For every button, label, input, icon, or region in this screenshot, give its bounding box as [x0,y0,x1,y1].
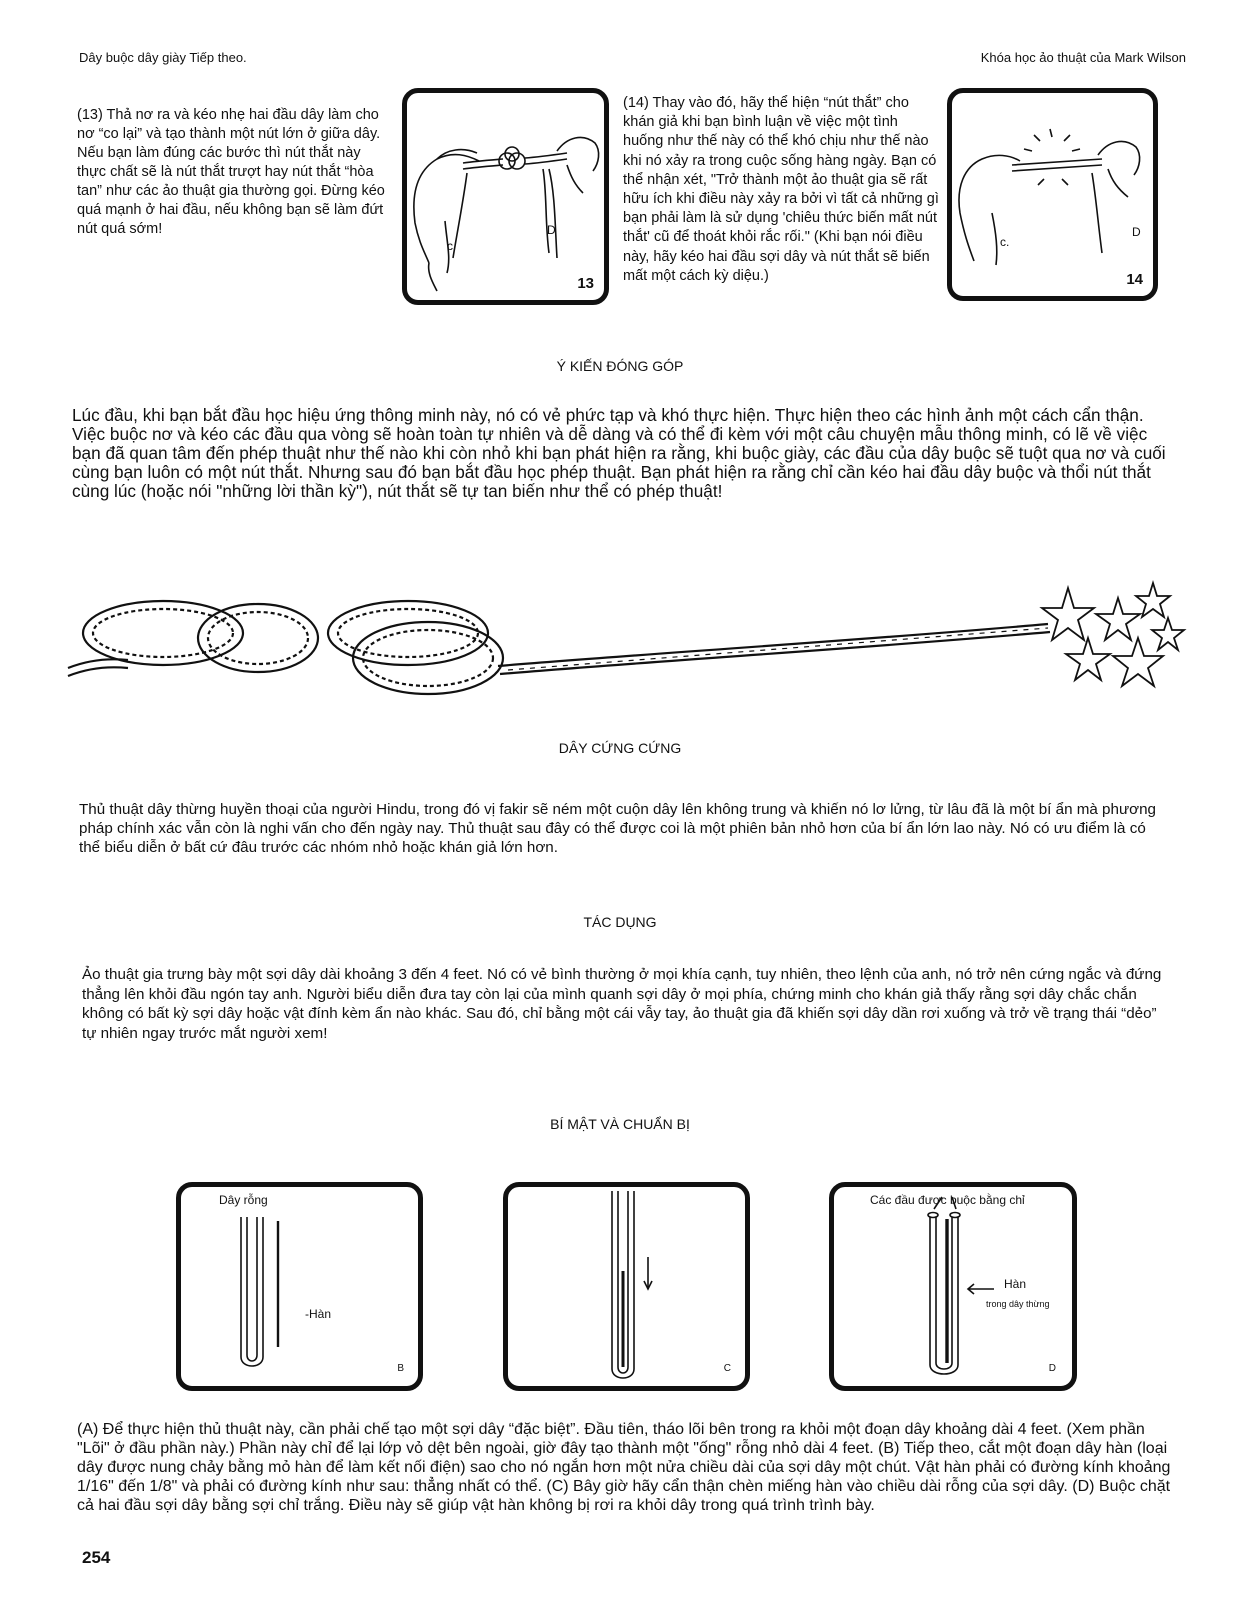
running-header-left: Dây buộc dây giày Tiếp theo. [79,50,247,65]
figure-letter: B [397,1363,404,1374]
solder-insertion-drawing [508,1187,745,1386]
hollow-rope-drawing [181,1187,418,1386]
hand-label-c: c. [1000,235,1010,249]
figure-letter: D [1048,1363,1056,1374]
hollow-rope-label: Dây rỗng [219,1193,268,1207]
solder-label: -Hàn [305,1307,332,1321]
step-13-text: (13) Thả nơ ra và kéo nhẹ hai đầu dây làm cho nơ “co lại” và tạo thành một nút lớn ở giữa dây. Nếu bạn làm đúng các bước thì nút thắt này thực chất sẽ là nút thắt trượt hay nút thắt “hòa tan” như các ảo thuật gia thường gọi. Đừng kéo quá mạnh ở hai đầu, nếu không bạn sẽ làm đứt nút quá sớm! [77,107,385,237]
stiff-rope-text: Thủ thuật dây thừng huyền thoại của người Hindu, trong đó vị fakir sẽ ném một cuộn dây lên không trung và khiến nó lơ lửng, từ lâu đã là một bí ẩn mà phương pháp chính xác vẫn còn là nghi vấn cho đến ngày nay. Thủ thuật sau đây có thể được coi là một phiên bản nhỏ hơn của bí ẩn lớn lao này. Nó có ưu điểm là có thể biểu diễn ở bất cứ đâu trước các nhóm nhỏ hoặc khán giả lớn hơn. [79,801,1156,856]
hand-label-d: D [1132,225,1141,239]
figure-b [176,1182,423,1391]
tied-ends-label: Các đầu được buộc bằng chỉ [870,1193,1025,1207]
rope-with-stars-illustration [68,578,1198,728]
knot-hands-illustration [407,93,604,300]
figure-14 [947,88,1158,301]
figure-d [829,1182,1077,1391]
figure-letter: C [723,1363,731,1374]
section-title-stiff-rope: DÂY CỨNG CỨNG [558,740,682,756]
finished-rope-drawing [834,1187,1072,1386]
section-title-feedback: Ý KIẾN ĐÓNG GÓP [556,358,684,374]
hand-label-d: D [547,223,556,237]
figure-number: 13 [577,275,594,292]
figure-13 [402,88,609,305]
figure-number: 14 [1126,271,1143,288]
section-title-effect: TÁC DỤNG [583,914,657,930]
in-rope-label: trong dây thừng [986,1299,1050,1309]
step-14-text: (14) Thay vào đó, hãy thể hiện “nút thắt” cho khán giả khi bạn bình luận về việc một tình huống như thế này có thể khó chịu như thế nào khi nó xảy ra trong cuộc sống hàng ngày. Bạn có thể nhận xét, "Trở thành một ảo thuật gia sẽ rất hữu ích khi điều này xảy ra bởi vì tất cả những gì bạn phải làm là sử dụng 'chiêu thức biến mất nút thắt' cũ để thoát khỏi rắc rối." (Khi bạn nói điều này, hãy kéo hai đầu sợi dây và nút thắt sẽ biến mất một cách kỳ diệu.) [623,95,939,284]
vanished-knot-illustration [952,93,1153,296]
effect-text: Ảo thuật gia trưng bày một sợi dây dài khoảng 3 đến 4 feet. Nó có vẻ bình thường ở mọi khía cạnh, tuy nhiên, theo lệnh của anh, nó trở nên cứng ngắc và đứng thẳng lên khỏi đầu ngón tay anh. Người biểu diễn đưa tay còn lại của mình quanh sợi dây ở mọi phía, chứng minh cho khán giả thấy rằng sợi dây chắc chắn không có bất kỳ sợi dây hoặc vật đính kèm ẩn nào khác. Sau đó, chỉ bằng một cái vẫy tay, ảo thuật gia đã khiến sợi dây dần rơi xuống và trở về trạng thái “dẻo” tự nhiên ngay trước mắt người xem! [82,966,1162,1042]
secret-text: (A) Để thực hiện thủ thuật này, cần phải chế tạo một sợi dây “đặc biệt”. Đầu tiên, tháo lõi bên trong ra khỏi một đoạn dây khoảng dài 4 feet. (Xem phần "Lõi" ở đầu phần này.) Phần này chỉ để lại lớp vỏ dệt bên ngoài, giờ đây tạo thành một "ống" rỗng nhỏ dài 4 feet. (B) Tiếp theo, cắt một đoạn dây hàn (loại dây được nung chảy bằng mỏ hàn để làm kết nối điện) sao cho nó ngắn hơn một nửa chiều dài của sợi dây một chút. Vật hàn phải có đường kính khoảng 1/16" đến 1/8" và phải có đường kính như sau: thẳng nhất có thể. (C) Bây giờ hãy cẩn thận chèn miếng hàn vào chiều dài rỗng của sợi dây. (D) Buộc chặt cả hai đầu sợi dây bằng sợi chỉ trắng. Điều này sẽ giúp vật hàn không bị rơi ra khỏi dây trong quá trình trình bày. [77,1421,1171,1514]
hand-label-c: c [447,239,453,253]
figure-c [503,1182,750,1391]
solder-label: Hàn [1004,1277,1027,1291]
section-title-secret: BÍ MẬT VÀ CHUẨN BỊ [550,1116,690,1132]
feedback-text: Lúc đầu, khi bạn bắt đầu học hiệu ứng thông minh này, nó có vẻ phức tạp và khó thực hiện. Thực hiện theo các hình ảnh một cách cẩn thận. Việc buộc nơ và kéo các đầu qua vòng sẽ hoàn toàn tự nhiên và dễ dàng và có thể đi kèm với một câu chuyện mẫu thông minh, có lẽ về việc bạn đã quan tâm đến phép thuật như thế nào khi còn nhỏ khi bạn phát hiện ra rằng, khi buộc giày, các đầu của dây buộc sẽ tuột qua nơ và cuối cùng bạn luôn có một nút thắt. Nhưng sau đó bạn bắt đầu học phép thuật. Bạn phát hiện ra rằng chỉ cần kéo hai đầu dây buộc và thổi nút thắt cùng lúc (hoặc nói "những lời thần kỳ"), nút thắt sẽ tự tan biến như thể có phép thuật! [72,405,1166,501]
running-header-right: Khóa học ảo thuật của Mark Wilson [980,50,1186,65]
page-number: 254 [82,1548,111,1567]
